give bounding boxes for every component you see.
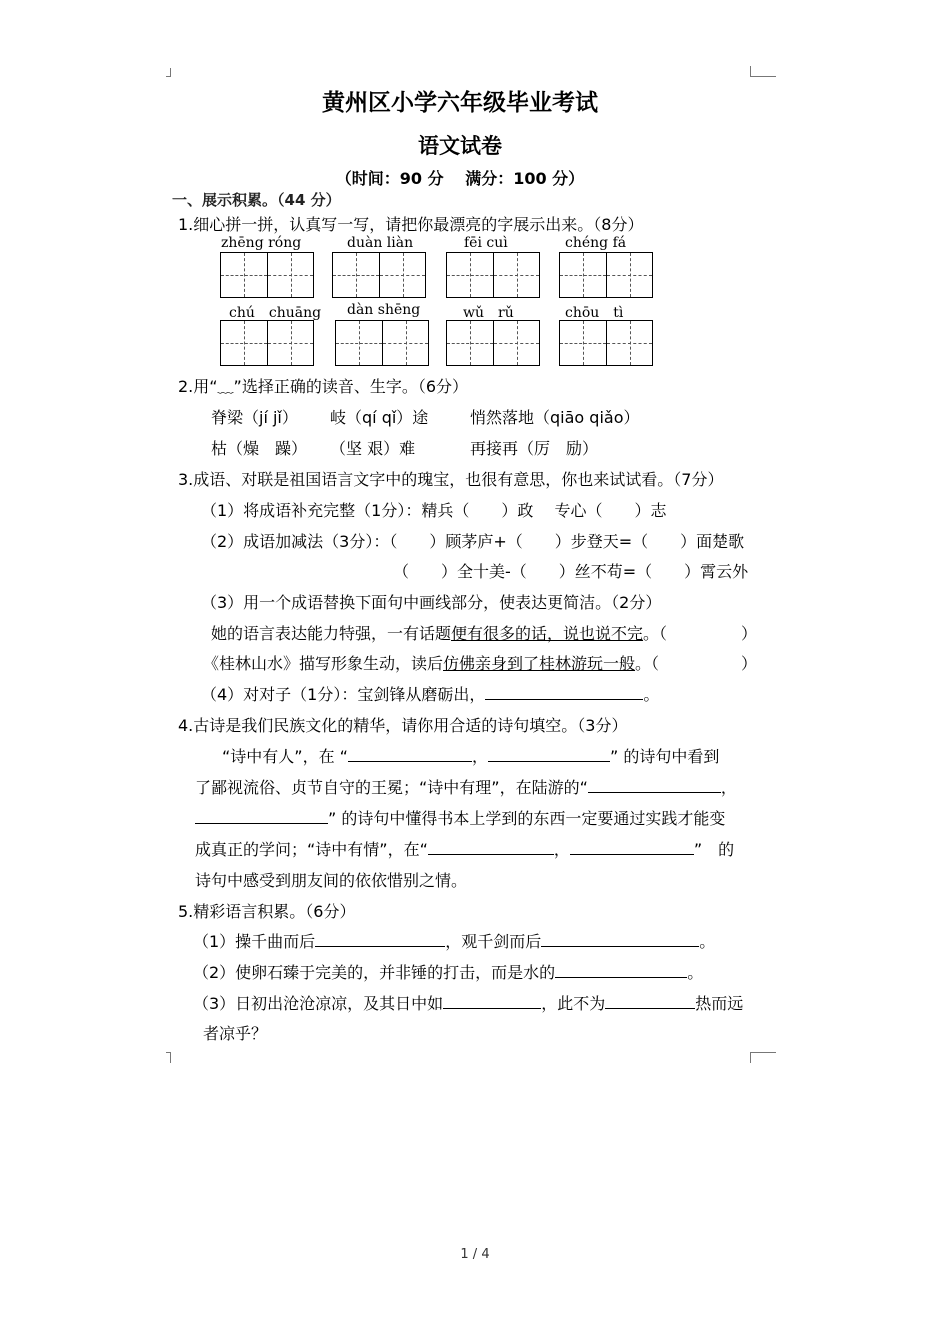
q3-sentence-2 [203, 651, 659, 674]
writing-cell[interactable] [606, 321, 652, 365]
writing-cell[interactable] [382, 321, 428, 365]
q5-stem: 5.精彩语言积累。（6分） [178, 902, 356, 921]
q4-line-4 [195, 837, 734, 860]
sentence-end: 。（ [643, 624, 668, 643]
answer-blank[interactable] [541, 932, 699, 947]
period: 。 [643, 685, 660, 704]
corner-mark-top-right [750, 66, 776, 77]
writing-cell[interactable] [267, 253, 313, 297]
page-number: 1 / 4 [460, 1247, 490, 1262]
comma: ， [471, 747, 488, 766]
sentence-end: 。（ [635, 654, 660, 673]
q3-stem: 3.成语、对联是祖国语言文字中的瑰宝，也很有意思，你也来试试看。（7分） [178, 470, 724, 489]
period: 。 [699, 932, 716, 951]
quote-text: ，此不为 [541, 994, 606, 1013]
writing-grid[interactable] [332, 252, 426, 298]
comma: ， [720, 778, 737, 797]
q3-part2a[interactable]: （2）成语加减法（3分）：（ ）顾茅庐+（ ）步登天=（ ）面楚歌 [201, 532, 745, 551]
quote-text: （2）使卵石臻于完美的，并非锤的打击，而是水的 [193, 963, 556, 982]
exam-title: 黄州区小学六年级毕业考试 [322, 89, 598, 116]
writing-cell[interactable] [493, 253, 539, 297]
q2-item[interactable]: （坚 艰）难 [330, 439, 416, 458]
corner-mark-bottom-right [750, 1052, 776, 1063]
answer-blank[interactable] [485, 685, 643, 700]
writing-cell[interactable] [267, 321, 313, 365]
answer-blank[interactable] [348, 747, 472, 762]
writing-cell[interactable] [333, 253, 379, 297]
answer-blank[interactable] [428, 840, 554, 855]
period: 。 [687, 963, 704, 982]
quote-text: 热而远 [695, 994, 744, 1013]
couplet-prompt: （4）对对子（1分）：宝剑锋从磨砺出， [201, 685, 486, 704]
sentence-text: 她的语言表达能力特强，一有话题 [211, 624, 452, 643]
poem-text: ” 的诗句中懂得书本上学到的东西一定要通过实践才能变 [328, 809, 726, 828]
q3-sentence-1 [211, 621, 667, 644]
exam-subtitle: 语文试卷 [418, 133, 502, 158]
writing-grid[interactable] [559, 252, 653, 298]
q2-item[interactable]: 枯（燥 躁） [211, 439, 308, 458]
q3-part1[interactable]: （1）将成语补充完整（1分）：精兵（ ）政 专心（ ）志 [201, 501, 667, 520]
pinyin-label: chú chuāng [229, 305, 322, 321]
sentence-text: 《桂林山水》描写形象生动，读后 [203, 654, 444, 673]
writing-cell[interactable] [493, 321, 539, 365]
pinyin-label: fēi cuì [464, 235, 508, 251]
writing-grid[interactable] [220, 252, 314, 298]
quote-text: （1）操千曲而后 [193, 932, 316, 951]
pinyin-label: chéng fá [565, 235, 627, 251]
pinyin-label: chōu tì [565, 305, 624, 321]
answer-paren-close: ） [741, 624, 758, 643]
q4-line-3 [195, 806, 725, 829]
section-1-heading: 一、展示积累。（44 分） [172, 191, 341, 209]
answer-blank[interactable] [570, 840, 694, 855]
answer-blank[interactable] [195, 809, 328, 824]
writing-cell[interactable] [447, 321, 493, 365]
q2-stem: 2.用“﹏”选择正确的读音、生字。（6分） [178, 377, 469, 396]
q4-line-5: 诗句中感受到朋友间的依依惜别之情。 [195, 871, 468, 890]
writing-grid[interactable] [220, 320, 314, 366]
q5-part3-cont: 者凉乎？ [203, 1024, 268, 1043]
pinyin-label: duàn liàn [347, 235, 414, 251]
writing-grid[interactable] [446, 252, 540, 298]
writing-cell[interactable] [221, 253, 267, 297]
answer-blank[interactable] [605, 994, 695, 1009]
q3-part4 [201, 682, 659, 705]
answer-blank[interactable] [315, 932, 445, 947]
q3-part3: （3）用一个成语替换下面句中画线部分，使表达更简洁。（2分） [201, 593, 662, 612]
answer-blank[interactable] [588, 778, 721, 793]
exam-info: （时间：90 分 满分：100 分） [335, 169, 585, 188]
q5-part1 [193, 929, 715, 952]
writing-grid[interactable] [446, 320, 540, 366]
poem-text: ” 的诗句中看到 [609, 747, 720, 766]
answer-blank[interactable] [488, 747, 610, 762]
q2-item[interactable]: 悄然落地（qiāo qiǎo） [470, 408, 640, 427]
corner-mark-bottom-left [166, 1052, 171, 1063]
q4-line-2 [195, 775, 737, 798]
writing-cell[interactable] [560, 253, 606, 297]
poem-text: ” 的 [693, 840, 735, 859]
poem-text: “诗中有人”，在 “ [222, 747, 348, 766]
writing-cell[interactable] [221, 321, 267, 365]
quote-text: ，观千剑而后 [445, 932, 542, 951]
q2-item[interactable]: 脊梁（jí jǐ） [211, 408, 298, 427]
q3-part2b[interactable]: （ ）全十美-（ ）丝不苟=（ ）霄云外 [393, 562, 749, 581]
writing-grid[interactable] [559, 320, 653, 366]
q4-stem: 4.古诗是我们民族文化的精华，请你用合适的诗句填空。（3分） [178, 716, 628, 735]
writing-cell[interactable] [336, 321, 382, 365]
q2-item[interactable]: 再接再（厉 励） [470, 439, 599, 458]
q4-line-1 [222, 744, 719, 767]
writing-cell[interactable] [379, 253, 425, 297]
poem-text: 成真正的学问；“诗中有情”，在“ [195, 840, 428, 859]
underlined-phrase: 便有很多的话，说也说不完 [451, 624, 644, 643]
writing-cell[interactable] [447, 253, 493, 297]
q5-part3 [193, 991, 743, 1014]
pinyin-label: wǔ rǔ [463, 305, 514, 321]
writing-cell[interactable] [606, 253, 652, 297]
pinyin-label: dàn shēng [347, 302, 421, 318]
q2-item[interactable]: 岐（qí qǐ）途 [330, 408, 429, 427]
writing-grid[interactable] [335, 320, 429, 366]
poem-text: 了鄙视流俗、贞节自守的王冕；“诗中有理”，在陆游的“ [195, 778, 588, 797]
comma: ， [553, 840, 570, 859]
corner-mark-top-left [166, 68, 171, 77]
answer-blank[interactable] [443, 994, 541, 1009]
underlined-phrase: 仿佛亲身到了桂林游玩一般 [443, 654, 636, 673]
pinyin-label: zhēng róng [221, 235, 302, 251]
quote-text: （3）日初出沧沧凉凉，及其日中如 [193, 994, 444, 1013]
writing-cell[interactable] [560, 321, 606, 365]
answer-blank[interactable] [555, 963, 687, 978]
q1-stem: 1.细心拼一拼，认真写一写，请把你最漂亮的字展示出来。（8分） [178, 215, 644, 234]
answer-paren-close: ） [741, 654, 758, 673]
q5-part2 [193, 960, 703, 983]
